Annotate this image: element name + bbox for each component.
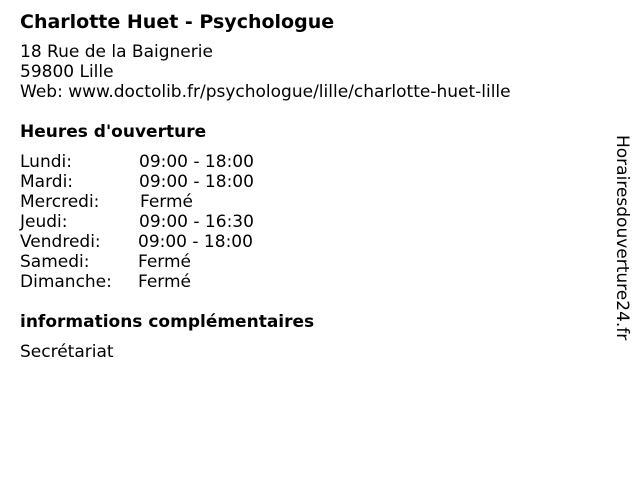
opening-hours-list (20, 152, 600, 292)
hours-value: Fermé (138, 272, 192, 292)
hours-row-mercredi (20, 192, 600, 212)
address-city: 59800 Lille (20, 62, 114, 82)
address-block (20, 42, 600, 102)
info-heading: informations complémentaires (20, 312, 315, 332)
page-title: Charlotte Huet - Psychologue (20, 11, 335, 33)
hours-row-lundi (20, 152, 600, 172)
hours-value: 09:00 - 18:00 (138, 232, 253, 252)
day-label: Mercredi: (20, 192, 100, 212)
hours-row-samedi (20, 252, 600, 272)
site-brand-vertical: Horairesdouverture24.fr (612, 135, 632, 341)
day-label: Mardi: (20, 172, 74, 192)
business-card (20, 9, 600, 362)
hours-heading: Heures d'ouverture (20, 122, 207, 142)
hours-value: 09:00 - 16:30 (139, 212, 254, 232)
info-text: Secrétariat (20, 342, 114, 362)
website-text: Web: www.doctolib.fr/psychologue/lille/charlotte-huet-lille (20, 82, 511, 102)
hours-value: 09:00 - 18:00 (139, 152, 254, 172)
hours-row-vendredi (20, 232, 600, 252)
hours-row-dimanche (20, 272, 600, 292)
hours-value: Fermé (138, 252, 192, 272)
hours-value: 09:00 - 18:00 (139, 172, 254, 192)
day-label: Vendredi: (20, 232, 101, 252)
day-label: Samedi: (20, 252, 90, 272)
day-label: Jeudi: (20, 212, 68, 232)
hours-row-jeudi (20, 212, 600, 232)
address-street: 18 Rue de la Baignerie (20, 42, 213, 62)
day-label: Dimanche: (20, 272, 112, 292)
day-label: Lundi: (20, 152, 72, 172)
hours-row-mardi (20, 172, 600, 192)
hours-value: Fermé (140, 192, 194, 212)
